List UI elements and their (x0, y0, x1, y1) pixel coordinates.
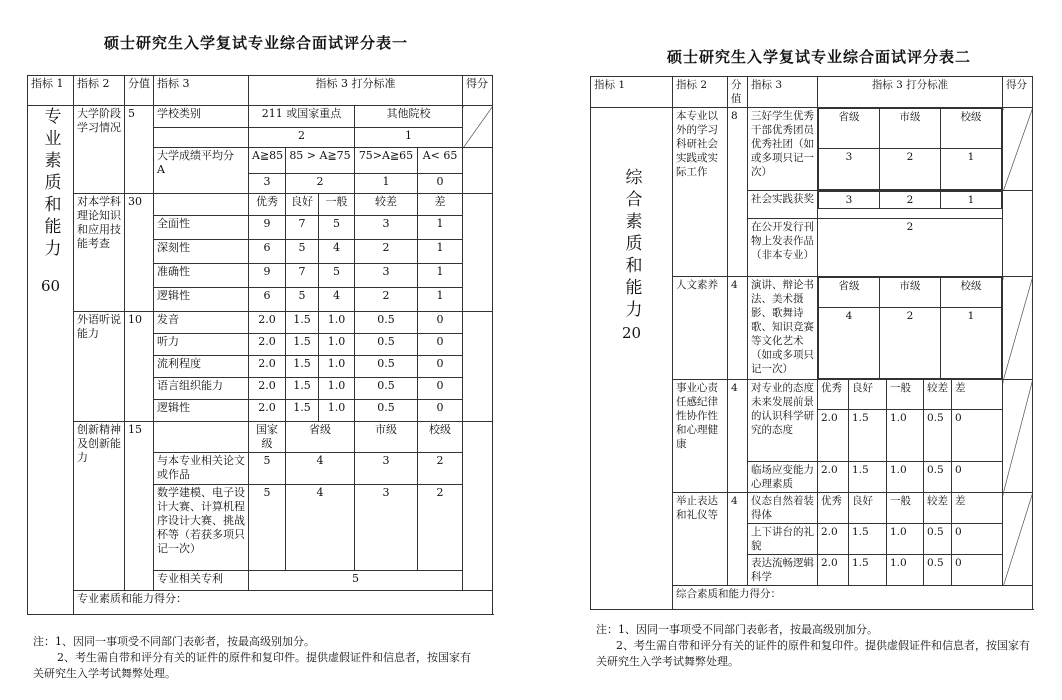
score-slot (463, 106, 493, 148)
theory-score: 30 (125, 194, 154, 312)
cell-value: 4 (286, 453, 355, 485)
cell-value: 1.0 (319, 356, 355, 378)
gpa-v1: 3 (249, 174, 286, 194)
cell-value: 2.0 (249, 400, 286, 422)
cell-value: 0 (418, 334, 463, 356)
cell-value: 1.0 (319, 400, 355, 422)
cell-value: 7 (286, 216, 319, 240)
psych-ind2: 事业心责任感纪律性协作性和心理健康 (673, 380, 728, 493)
cell-value: 7 (286, 264, 319, 288)
table1-note2: 2、考生需自带和评分有关的证件的原件和复印件。提供虚假证件和信息者，按国家有 (57, 651, 471, 664)
lang-item: 发音 (154, 312, 249, 334)
innov-level: 省级 (286, 422, 355, 453)
theory-level: 较差 (355, 194, 418, 216)
psych-r2: 临场应变能力心理素质 (748, 462, 818, 493)
lang-item: 流利程度 (154, 356, 249, 378)
cell-value: 5 (286, 240, 319, 264)
cell-value: 4 (819, 308, 880, 379)
cell-value: 2.0 (818, 524, 849, 555)
cell-value: 2.0 (818, 555, 849, 586)
gpa-v4: 0 (418, 174, 463, 194)
practice-grid (818, 191, 1003, 219)
table2 (590, 76, 1033, 610)
cell-value: 0.5 (924, 524, 952, 555)
cell-value: 1.5 (286, 400, 319, 422)
theory-item: 全面性 (154, 216, 249, 240)
table1-note1: 注：1、因同一事项受不同部门表彰者，按最高级别加分。 (33, 635, 315, 648)
hdr-ind2: 指标 2 (673, 77, 728, 108)
cell-value: 1.5 (849, 462, 887, 493)
table1-footer: 专业素质和能力得分： (74, 591, 493, 615)
theory-level: 一般 (319, 194, 355, 216)
cell-value: 2 (880, 308, 941, 379)
hdr-score: 分值 (125, 76, 154, 106)
cell-value: 1 (418, 264, 463, 288)
school-opt1: 211 或国家重点 (249, 106, 355, 128)
gpa-v3: 1 (355, 174, 418, 194)
school-score: 5 (125, 106, 154, 194)
cell-value: 1.0 (319, 378, 355, 400)
school-v1: 2 (249, 128, 355, 148)
expr-r3: 表达流畅逻辑科学 (748, 555, 818, 586)
cell-value: 9 (249, 216, 286, 240)
cell-value: 2 (880, 149, 941, 190)
cell-value: 5 (319, 264, 355, 288)
cell-value: 1.5 (286, 378, 319, 400)
cell-value: 3 (355, 216, 418, 240)
cell-value: 2.0 (249, 378, 286, 400)
innov-r2: 数学建模、电子设计大赛、计算机程序设计大赛、挑战杯等（若获多项只记一次） (154, 485, 249, 571)
cell-value: 1.0 (887, 555, 924, 586)
cell-value: 0.5 (355, 378, 418, 400)
humanity-level: 市级 (880, 278, 941, 308)
cell-value: 3 (819, 149, 880, 190)
category-cell (28, 106, 74, 615)
cell-value: 1.5 (286, 356, 319, 378)
cell-value: 2.0 (818, 462, 849, 493)
cell-value: 0 (952, 462, 1003, 493)
expr-level: 较差 (924, 493, 952, 524)
practice-level: 省级 (819, 109, 880, 149)
cell-value: 5 (249, 453, 286, 485)
school-v2: 1 (355, 128, 463, 148)
school-ind2: 大学阶段学习情况 (74, 106, 125, 194)
score-slot (1003, 380, 1033, 493)
cell-value: 0.5 (924, 462, 952, 493)
expr-score: 4 (728, 493, 748, 586)
innov-level: 校级 (418, 422, 463, 453)
hdr-ind2: 指标 2 (74, 76, 125, 106)
gpa-g3: 75>A≧65 (355, 148, 418, 174)
category-cell (591, 108, 673, 610)
cell-value: 0 (952, 524, 1003, 555)
cell-value: 0 (418, 400, 463, 422)
practice-r1: 三好学生优秀干部优秀团员优秀社团（如或多项只记一次） (748, 108, 818, 191)
expr-level: 优秀 (818, 493, 849, 524)
gpa-g1: A≧85 (249, 148, 286, 174)
psych-level: 差 (952, 380, 1003, 410)
cell-value: 1.0 (887, 410, 924, 462)
hdr-criteria: 指标 3 打分标准 (249, 76, 463, 106)
gpa-g2: 85 > A≧75 (286, 148, 355, 174)
cell-value: 0 (952, 555, 1003, 586)
theory-item: 深刻性 (154, 240, 249, 264)
cell-value: 1 (941, 308, 1002, 379)
hdr-criteria: 指标 3 打分标准 (818, 77, 1003, 108)
cell-value: 0.5 (924, 555, 952, 586)
lang-item: 逻辑性 (154, 400, 249, 422)
table2-footer: 综合素质和能力得分： (673, 586, 1033, 610)
cell-value: 1.0 (887, 462, 924, 493)
score-slot (1003, 493, 1033, 586)
cell-value: 1 (941, 192, 1002, 209)
cell-value: 9 (249, 264, 286, 288)
innov-r3: 专业相关专利 (154, 571, 249, 591)
cell-value: 0.5 (355, 356, 418, 378)
cell-value: 0 (952, 410, 1003, 462)
expr-ind2: 举止表达和礼仪等 (673, 493, 728, 586)
innov-ind2: 创新精神及创新能力 (74, 422, 125, 591)
cell-value: 2.0 (818, 410, 849, 462)
score-slot (1003, 277, 1033, 380)
cell-value: 2 (880, 192, 941, 209)
table2-title: 硕士研究生入学复试专业综合面试评分表二 (667, 48, 972, 66)
cell-value: 2 (418, 485, 463, 571)
theory-item: 准确性 (154, 264, 249, 288)
cell-value: 1.5 (849, 524, 887, 555)
humanity-r1: 演讲、辩论书法、美术摄影、歌舞诗歌、知识竞赛等文化艺术（如或多项只记一次） (748, 277, 818, 380)
cell-value: 5 (249, 485, 286, 571)
cell-value: 6 (249, 240, 286, 264)
cell-value: 1 (418, 240, 463, 264)
cell-value: 1.0 (319, 312, 355, 334)
expr-level: 一般 (887, 493, 924, 524)
psych-level: 较差 (924, 380, 952, 410)
cell-value: 2 (355, 288, 418, 312)
hdr-ind1: 指标 1 (28, 76, 74, 106)
score-slot (1003, 108, 1033, 191)
practice-grid (818, 108, 1003, 191)
innov-level: 市级 (355, 422, 418, 453)
practice-ind2: 本专业以外的学习科研社会实践或实际工作 (673, 108, 728, 277)
cell-value: 1.5 (849, 555, 887, 586)
humanity-score: 4 (728, 277, 748, 380)
hdr-ind3: 指标 3 (154, 76, 249, 106)
cell-value: 2 (418, 453, 463, 485)
expr-level: 良好 (849, 493, 887, 524)
table1-note3: 关研究生入学考试舞弊处理。 (33, 667, 176, 680)
cell-value: 6 (249, 288, 286, 312)
psych-score: 4 (728, 380, 748, 493)
lang-ind2: 外语听说能力 (74, 312, 125, 422)
cell-value: 0 (418, 312, 463, 334)
hdr-ind1: 指标 1 (591, 77, 673, 108)
psych-r1: 对专业的态度未来发展前景的认识科学研究的态度 (748, 380, 818, 462)
hdr-score: 分值 (728, 77, 748, 108)
school-type-label: 学校类别 (154, 106, 249, 128)
theory-ind2: 对本学科理论知识和应用技能考查 (74, 194, 125, 312)
table2-note3: 关研究生入学考试舞弊处理。 (596, 655, 739, 668)
practice-level: 校级 (941, 109, 1002, 149)
humanity-level: 省级 (819, 278, 880, 308)
cell-value: 2.0 (249, 312, 286, 334)
cell-value: 0.5 (355, 400, 418, 422)
cell-value: 1 (418, 288, 463, 312)
humanity-ind2: 人文素养 (673, 277, 728, 380)
gpa-label: 大学成绩平均分 A (154, 148, 249, 194)
cell-value: 3 (819, 192, 880, 209)
cell-value: 1.5 (286, 334, 319, 356)
cell-value: 2.0 (249, 356, 286, 378)
humanity-grid (818, 277, 1003, 380)
cell-value: 0.5 (924, 410, 952, 462)
table2-note2: 2、考生需自带和评分有关的证件的原件和复印件。提供虚假证件和信息者，按国家有 (616, 639, 1030, 652)
cell-value: 4 (319, 240, 355, 264)
hdr-got: 得分 (463, 76, 493, 106)
psych-level: 良好 (849, 380, 887, 410)
cell-value: 1.0 (887, 524, 924, 555)
cell-value: 1.5 (286, 312, 319, 334)
innov-score: 15 (125, 422, 154, 591)
expr-r1: 仪态自然着装得体 (748, 493, 818, 524)
practice-level: 市级 (880, 109, 941, 149)
cell-value: 1.0 (319, 334, 355, 356)
lang-item: 语言组织能力 (154, 378, 249, 400)
cell-value: 5 (286, 288, 319, 312)
theory-item: 逻辑性 (154, 288, 249, 312)
category-score: 60 (40, 277, 61, 295)
cell-value: 0 (418, 378, 463, 400)
cell-value: 2 (818, 219, 1003, 277)
cell-value: 1.5 (849, 410, 887, 462)
gpa-g4: A< 65 (418, 148, 463, 174)
lang-item: 听力 (154, 334, 249, 356)
hdr-got: 得分 (1003, 77, 1033, 108)
cell-value: 3 (355, 485, 418, 571)
table2-note1: 注：1、因同一事项受不同部门表彰者，按最高级别加分。 (596, 623, 878, 636)
psych-level: 一般 (887, 380, 924, 410)
practice-r2: 社会实践获奖 (748, 191, 818, 219)
innov-r1: 与本专业相关论文或作品 (154, 453, 249, 485)
table1-title: 硕士研究生入学复试专业综合面试评分表一 (104, 34, 409, 52)
table1 (27, 75, 493, 615)
psych-level: 优秀 (818, 380, 849, 410)
cell-value: 2.0 (249, 334, 286, 356)
practice-score: 8 (728, 108, 748, 277)
cell-value: 5 (319, 216, 355, 240)
cell-value: 1 (418, 216, 463, 240)
theory-level: 差 (418, 194, 463, 216)
category-label: 专业素质和能力 (40, 107, 61, 261)
expr-level: 差 (952, 493, 1003, 524)
cell-value: 0.5 (355, 334, 418, 356)
cell-value: 2 (355, 240, 418, 264)
practice-r3: 在公开发行刊物上发表作品（非本专业） (748, 219, 818, 277)
gpa-v2: 2 (286, 174, 355, 194)
cell-value: 0 (418, 356, 463, 378)
cell-value: 4 (319, 288, 355, 312)
cell-value: 5 (249, 571, 463, 591)
hdr-ind3: 指标 3 (748, 77, 818, 108)
theory-level: 良好 (286, 194, 319, 216)
cell-value: 3 (355, 264, 418, 288)
innov-level: 国家级 (249, 422, 286, 453)
cell-value: 0.5 (355, 312, 418, 334)
humanity-level: 校级 (941, 278, 1002, 308)
theory-level: 优秀 (249, 194, 286, 216)
category-score: 20 (621, 324, 642, 342)
cell-value: 4 (286, 485, 355, 571)
category-label: 综合素质和能力 (621, 168, 642, 322)
cell-value: 1 (941, 149, 1002, 190)
cell-value: 3 (355, 453, 418, 485)
school-opt2: 其他院校 (355, 106, 463, 128)
expr-r2: 上下讲台的礼貌 (748, 524, 818, 555)
lang-score: 10 (125, 312, 154, 422)
